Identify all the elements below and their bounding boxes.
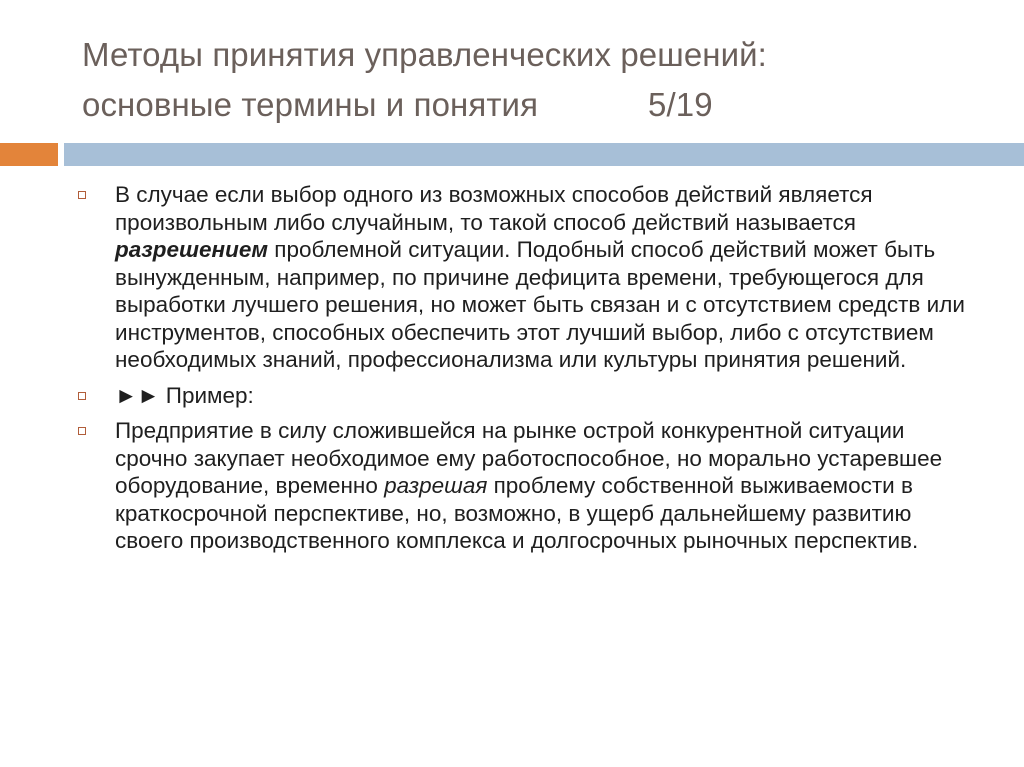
- page-number: 5/19: [648, 86, 713, 123]
- title-line-2: [82, 80, 982, 130]
- bullet-item-3: [78, 417, 978, 555]
- bullet-text-3: [115, 417, 978, 555]
- example-label: ►► Пример:: [115, 382, 254, 408]
- bullet-3-part-1: Предприятие в силу сложившейся на рынке острой конкурентной ситуации срочно закупает необходимое ему работоспособное, но морально устаревшее оборудование, временно: [115, 418, 943, 498]
- title-line-1: Методы принятия управленческих решений:: [82, 36, 767, 73]
- bullet-item-1: [78, 181, 978, 374]
- square-bullet-icon: [78, 191, 86, 199]
- term-razreshenie: разрешением: [115, 237, 269, 262]
- title-line-2-text: основные термины и понятия: [82, 86, 539, 123]
- accent-bar-orange: [0, 143, 58, 166]
- bullet-1-part-2: проблемной ситуации. Подобный способ действий может быть вынужденным, например, по причине дефицита времени, требующегося для выработки лучшего решения, но может быть связан и с отсутствием средств или инструментов, способных обеспечить этот лучший выбор, либо с отсутствием необходимых знаний, профессионализма или культуры принятия решений.: [115, 237, 965, 372]
- bullet-3-part-2: проблему собственной выживаемости в краткосрочной перспективе, но, возможно, в ущерб дальнейшему развитию своего производственного комплекса и долгосрочных рыночных перспектив.: [115, 473, 919, 553]
- term-razreshaya: разрешая: [384, 473, 488, 498]
- accent-bar-blue: [64, 143, 1024, 166]
- square-bullet-icon: [78, 392, 86, 400]
- slide-title: [82, 30, 982, 130]
- bullet-text-1: [115, 181, 978, 374]
- bullet-1-part-1: В случае если выбор одного из возможных способов действий является произвольным либо случайным, то такой способ действий называется: [115, 182, 873, 235]
- bullet-list: [78, 181, 978, 563]
- bullet-item-2: [78, 382, 978, 410]
- square-bullet-icon: [78, 427, 86, 435]
